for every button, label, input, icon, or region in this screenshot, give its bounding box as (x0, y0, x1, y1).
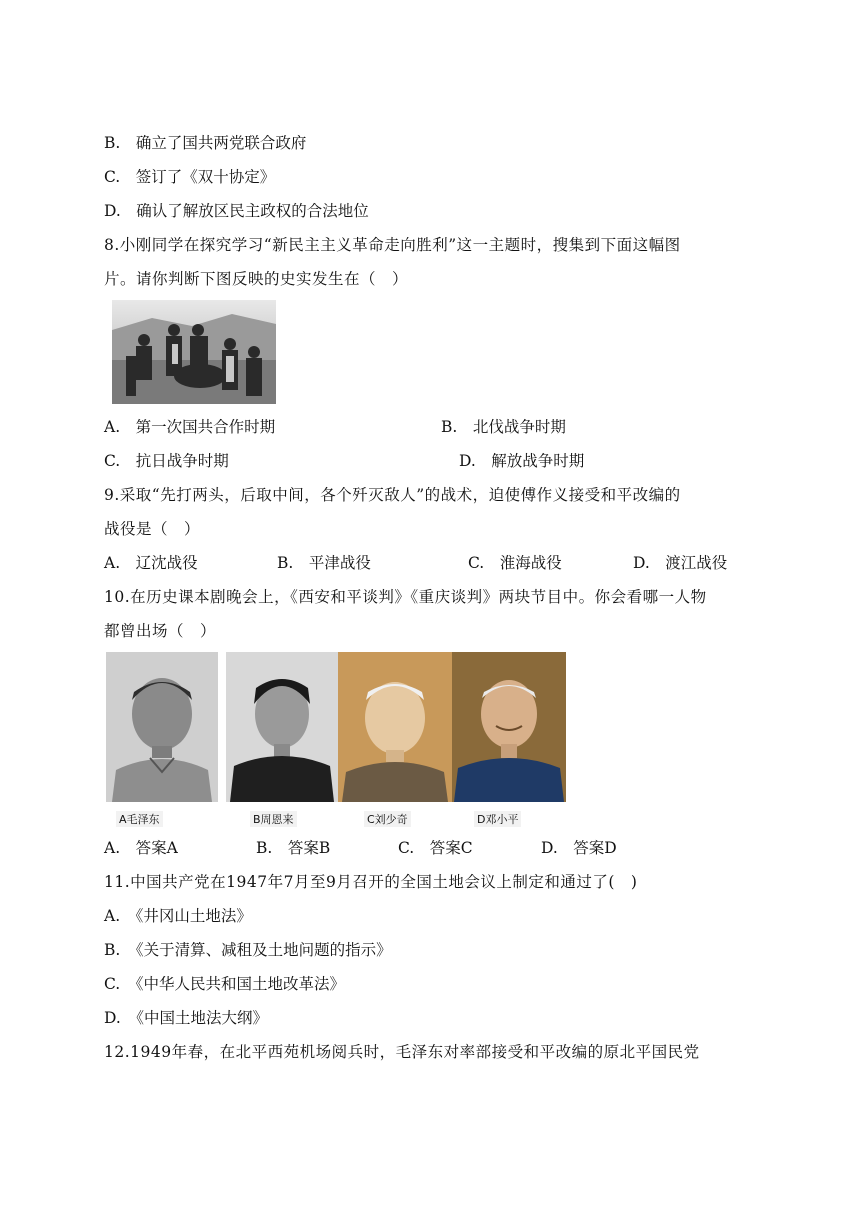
q11-option-a: A. 《井冈山土地法》 (104, 907, 252, 925)
q10-option-a: A. 答案A (104, 839, 178, 857)
q9-option-b: B. 平津战役 (277, 554, 371, 572)
q8-option-a: A. 第一次国共合作时期 (104, 418, 276, 436)
q12-stem-line1: 12.1949年春，在北平西苑机场阅兵时，毛泽东对率部接受和平改编的原北平国民党 (104, 1043, 700, 1061)
q8-option-d: D. 解放战争时期 (459, 452, 585, 470)
q7-option-b: B. 确立了国共两党联合政府 (104, 134, 307, 152)
q11-stem: 11.中国共产党在1947年7月至9月召开的全国土地会议上制定和通过了( ) (104, 873, 638, 891)
q10-option-c: C. 答案C (398, 839, 473, 857)
q9-option-c: C. 淮海战役 (468, 554, 562, 572)
q10-stem-line2: 都曾出场（ ） (104, 622, 217, 640)
q7-option-d: D. 确认了解放区民主政权的合法地位 (104, 202, 369, 220)
q9-stem-line1: 9.采取“先打两头，后取中间，各个歼灭敌人”的战术，迫使傅作义接受和平改编的 (104, 486, 681, 504)
q7-option-c: C. 签订了《双十协定》 (104, 168, 276, 186)
portrait-c-caption: C刘少奇 (364, 811, 411, 827)
q10-stem-line1: 10.在历史课本剧晚会上，《西安和平谈判》《重庆谈判》两块节目中。你会看哪一人物 (104, 588, 707, 606)
q10-option-d: D. 答案D (541, 839, 617, 857)
q11-option-c: C. 《中华人民共和国土地改革法》 (104, 975, 345, 993)
portrait-d-caption: D邓小平 (474, 811, 521, 827)
q9-stem-line2: 战役是（ ） (104, 520, 201, 538)
q9-option-a: A. 辽沈战役 (104, 554, 198, 572)
q8-option-c: C. 抗日战争时期 (104, 452, 229, 470)
q11-option-d: D. 《中国土地法大纲》 (104, 1009, 269, 1027)
portrait-a (106, 652, 218, 802)
portrait-d (452, 652, 566, 802)
q8-stem-line2: 片。请你判断下图反映的史实发生在（ ） (104, 270, 409, 288)
portrait-b (226, 652, 338, 802)
q9-option-d: D. 渡江战役 (633, 554, 728, 572)
portrait-c (338, 652, 452, 802)
q10-option-b: B. 答案B (256, 839, 331, 857)
q8-stem-line1: 8.小刚同学在探究学习“新民主主义革命走向胜利”这一主题时，搜集到下面这幅图 (104, 236, 681, 254)
portrait-a-caption: A毛泽东 (116, 811, 163, 827)
q8-historical-photo (112, 300, 276, 404)
q8-option-b: B. 北伐战争时期 (441, 418, 566, 436)
q11-option-b: B. 《关于清算、减租及土地问题的指示》 (104, 941, 392, 959)
portrait-b-caption: B周恩来 (250, 811, 297, 827)
